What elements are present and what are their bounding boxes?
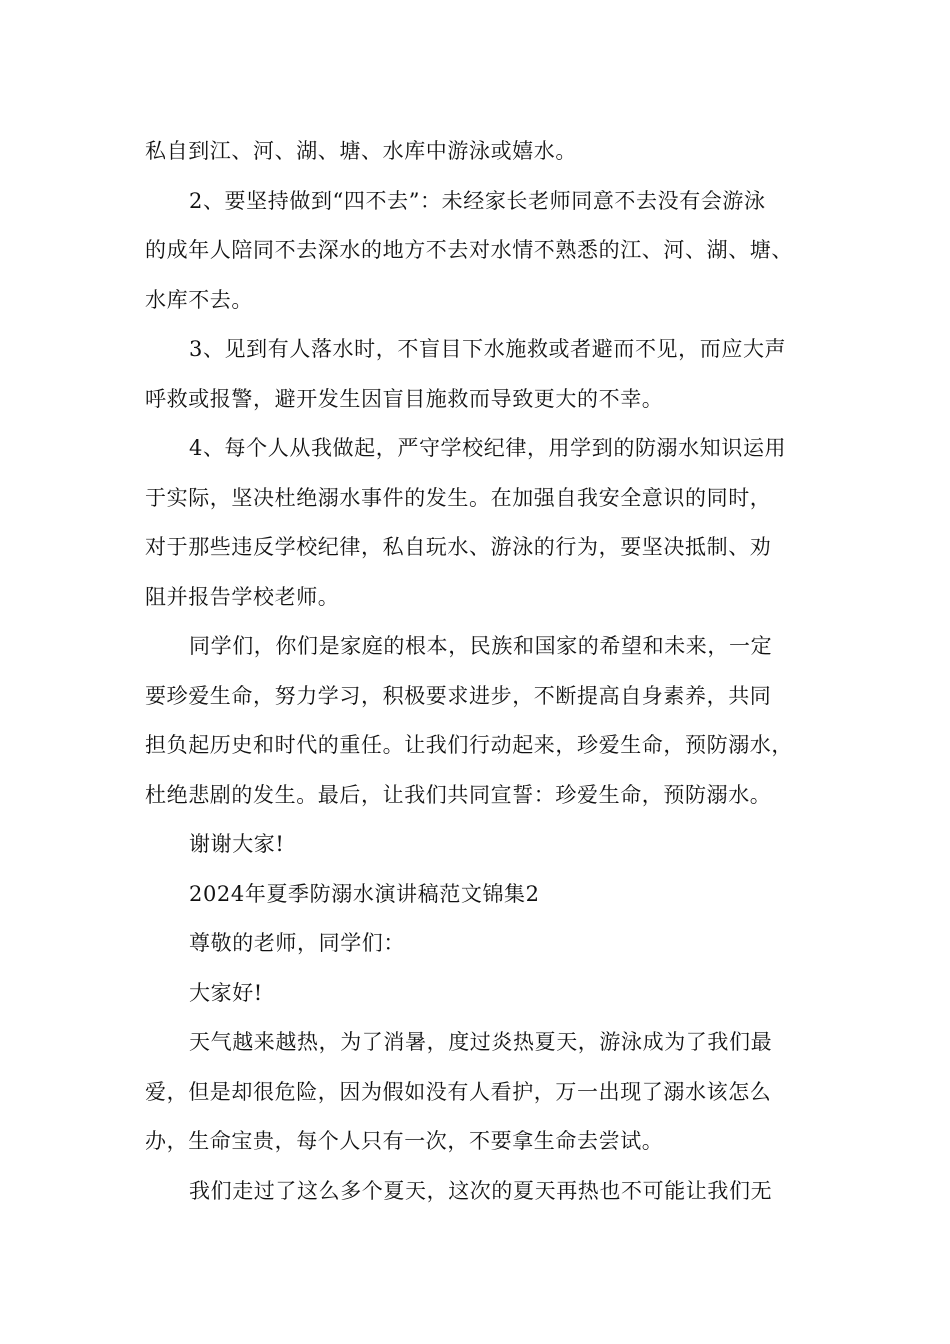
text-line: 阻并报告学校老师。 [145,584,340,609]
text-line: 4、每个人从我做起，严守学校纪律，用学到的防溺水知识运用 [189,436,787,460]
text-line: 要珍爱生命，努力学习，积极要求进步，不断提高自身素养，共同 [145,683,772,708]
text-line: 担负起历史和时代的重任。让我们行动起来，珍爱生命，预防溺水， [145,733,793,757]
section-heading: 2024年夏季防溺水演讲稿范文锦集2 [189,881,540,906]
text-line: 大家好! [189,980,263,1005]
text-line: 我们走过了这么多个夏天，这次的夏天再热也不可能让我们无 [189,1178,773,1203]
text-line: 爱，但是却很危险，因为假如没有人看护，万一出现了溺水该怎么 [145,1079,772,1104]
text-line: 水库不去。 [145,287,253,312]
text-line: 尊敬的老师，同学们： [189,931,405,955]
text-line: 办，生命宝贵，每个人只有一次，不要拿生命去尝试。 [145,1129,664,1153]
text-line: 杜绝悲剧的发生。最后，让我们共同宣誓：珍爱生命，预防溺水。 [145,782,772,807]
text-line: 呼救或报警，避开发生因盲目施救而导致更大的不幸。 [145,386,664,411]
text-line: 谢谢大家! [189,832,285,856]
document-body [145,127,835,1216]
text-line: 天气越来越热，为了消暑，度过炎热夏天，游泳成为了我们最 [189,1030,773,1054]
text-line: 私自到江、河、湖、塘、水库中游泳或嬉水。 [145,139,577,163]
text-line: 对于那些违反学校纪律，私自玩水、游泳的行为，要坚决抵制、劝 [145,535,772,559]
text-line: 同学们，你们是家庭的根本，民族和国家的希望和未来，一定 [189,634,773,658]
text-line: 于实际，坚决杜绝溺水事件的发生。在加强自我安全意识的同时， [145,485,772,510]
text-line: 2、要坚持做到“四不去”：未经家长老师同意不去没有会游泳 [189,188,766,213]
text-line: 的成年人陪同不去深水的地方不去对水情不熟悉的江、河、湖、塘、 [145,238,793,262]
text-line: 3、见到有人落水时，不盲目下水施救或者避而不见，而应大声 [189,337,787,361]
